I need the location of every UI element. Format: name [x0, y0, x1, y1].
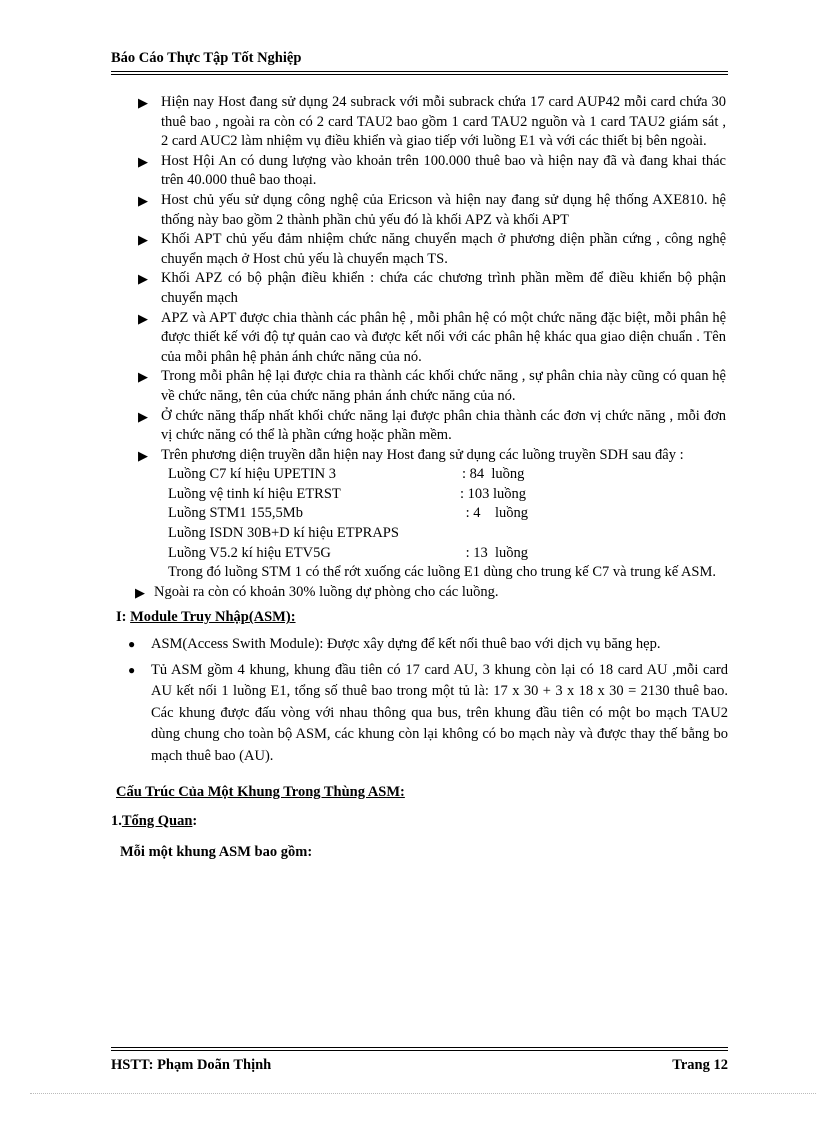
list-item: ▶ Host chủ yếu sử dụng công nghệ của Ericson và hiện nay đang sử dụng hệ thống AXE810. hệ thống này bao gồm 2 thành phần chủ yếu đó là khối APZ và khối APT [138, 191, 726, 228]
arrow-right-icon: ▶ [138, 232, 148, 248]
header-rule-top [111, 71, 728, 72]
arrow-right-icon: ▶ [135, 584, 145, 600]
header-title: Báo Cáo Thực Tập Tốt Nghiệp [111, 50, 302, 66]
trunk-row: Luồng STM1 155,5Mb : 4 luồng [168, 505, 529, 522]
list-item: ▶ Khối APT chủ yếu đảm nhiệm chức năng chuyển mạch ở phương diện phần cứng , công nghệ chuyển mạch ở Host chủ yếu là chuyển mạch TS. [138, 231, 726, 267]
arrow-right-icon: ▶ [138, 153, 148, 169]
list-item: ▶ Ngoài ra còn có khoản 30% luồng dự phòng cho các luồng. [111, 583, 728, 603]
arrow-right-icon: ▶ [138, 95, 148, 110]
footer-page-number: Trang 12 [672, 1057, 728, 1073]
arrow-right-icon: ▶ [138, 369, 148, 385]
list-item: ▶ Trong mỗi phân hệ lại được chia ra thành các khối chức năng , sự phân chia này cũng có quan hệ về chức năng, tên của chức năng phản ánh chức năng của nó. [138, 368, 726, 404]
page-edge-divider [30, 1093, 816, 1094]
arrow-list [111, 93, 728, 465]
trunk-row: Luồng ISDN 30B+D kí hiệu ETPRAPS [168, 525, 399, 542]
list-item: ▶ Ở chức năng thấp nhất khối chức năng lại được phân chia thành các đơn vị chức năng , mỗi đơn vị chức năng có thể là phần cứng hoặc phần mềm. [138, 407, 726, 444]
bullet-icon: ● [128, 662, 136, 677]
trunk-note: Trong đó luồng STM 1 có thể rớt xuống các luồng E1 dùng cho trung kế C7 và trung kế ASM. [168, 564, 717, 581]
list-item: ▶ Hiện nay Host đang sử dụng 24 subrack với mỗi subrack chứa 17 card AUP42 mỗi card chứa 30 thuê bao , ngoài ra còn có 2 card TAU2 bao gồm 1 card TAU2 nguồn và 1 card TAU2 giám sát , 2 card AUC2 làm nhiệm vụ điều khiển và giao tiếp với luồng E1 và với các thiết bị bên ngoài. [138, 94, 726, 150]
arrow-right-icon: ▶ [138, 408, 148, 424]
list-item: ● Tủ ASM gồm 4 khung, khung đầu tiên có 17 card AU, 3 khung còn lại có 18 card AU ,mỗi card AU kết nối 1 luồng E1, tổng số thuê bao trong một tủ là: 17 x 30 + 3 x 18 x 30 = 2130 thuê bao. Các khung được đấu vòng với nhau thông qua bus, trên khung đầu tiên có một bo mạch TAU2 dùng chung cho toàn bộ ASM, các khung còn lại không có bo mạch này và được thay thế bằng bo mạch thuê bao (AU). [128, 661, 728, 764]
list-item: ▶ Host Hội An có dung lượng vào khoản trên 100.000 thuê bao và hiện nay đã và đang khai thác trên 40.000 thuê bao thoại. [138, 152, 726, 189]
paragraph: Mỗi một khung ASM bao gồm: [120, 844, 313, 861]
list-item: ● ASM(Access Swith Module): Được xây dựng để kết nối thuê bao với dịch vụ băng hẹp. [111, 634, 728, 656]
list-item: ▶ Trên phương diện truyền dẫn hiện nay Host đang sử dụng các luồng truyền SDH sau đây : [111, 446, 728, 466]
arrow-right-icon: ▶ [138, 192, 148, 208]
header-rule-bottom [111, 74, 728, 75]
footer-author: HSTT: Phạm Doãn Thịnh [111, 1057, 272, 1073]
trunk-row: Luồng vệ tinh kí hiệu ETRST : 103 luồng [168, 485, 527, 502]
arrow-right-icon: ▶ [138, 447, 148, 463]
subheading: Cấu Trúc Của Một Khung Trong Thùng ASM: [116, 784, 405, 801]
arrow-right-icon: ▶ [138, 310, 148, 326]
footer-rule-bottom [111, 1050, 728, 1051]
subheading-overview: 1.Tổng Quan: [111, 812, 198, 829]
list-item: ▶ Khối APZ có bộ phận điều khiển : chứa các chương trình phần mềm để điều khiển bộ phận chuyển mạch [138, 270, 726, 306]
list-item: ▶ APZ và APT được chia thành các phân hệ , mỗi phân hệ có một chức năng đặc biệt, mỗi phân hệ được thiết kế với độ tự quản cao và được kết nối với các phân hệ khác qua giao diện chuẩn . Tên của mỗi phân hệ phản ánh chức năng của nó. [138, 309, 726, 365]
footer-rule-top [111, 1047, 728, 1048]
trunk-row: Luồng V5.2 kí hiệu ETV5G : 13 luồng [168, 544, 529, 561]
page-content [111, 93, 728, 863]
bullet-icon: ● [128, 637, 136, 652]
bullet-list [111, 634, 728, 767]
arrow-list-extra [111, 583, 728, 603]
section-heading: I: Module Truy Nhập(ASM): [116, 609, 296, 626]
arrow-right-icon: ▶ [138, 271, 148, 287]
trunk-row: Luồng C7 kí hiệu UPETIN 3 : 84 luồng [168, 466, 525, 483]
